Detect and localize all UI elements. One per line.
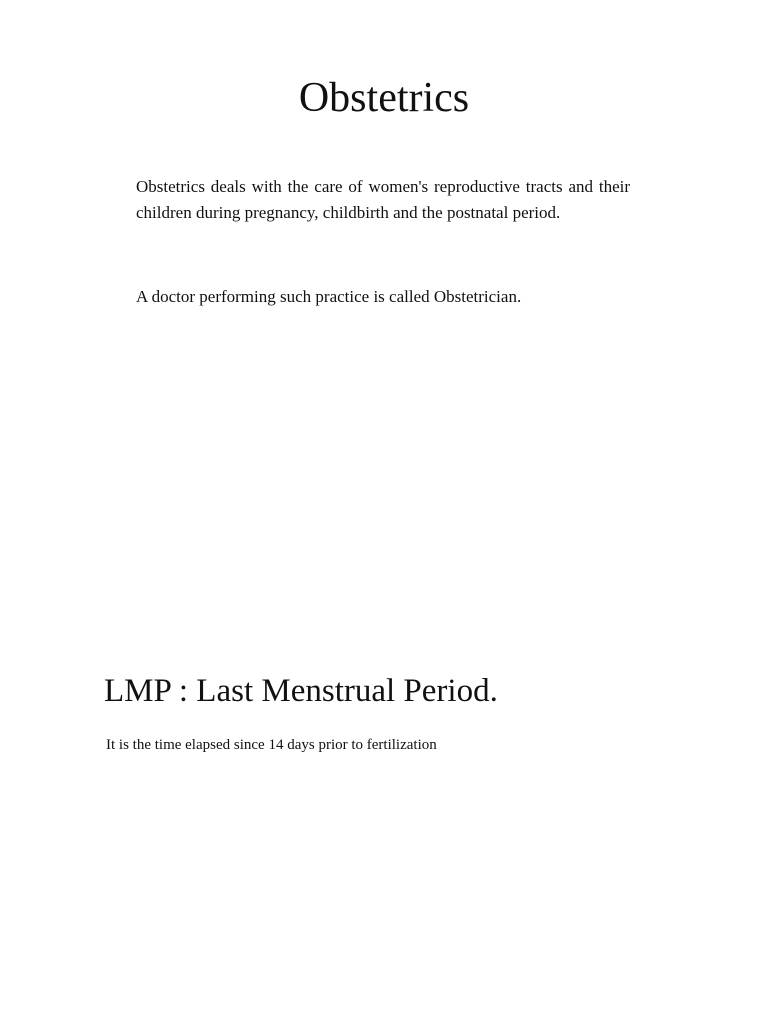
slide-lmp (0, 520, 768, 1024)
lmp-heading: LMP : Last Menstrual Period. (104, 673, 498, 709)
definition-paragraph: Obstetrics deals with the care of women's reproductive tracts and their children during pregnancy, childbirth and the postnatal period. (136, 177, 630, 222)
obstetrician-paragraph: A doctor performing such practice is called Obstetrician. (136, 287, 522, 306)
lmp-paragraph: It is the time elapsed since 14 days prior to fertilization (106, 737, 437, 753)
page-title: Obstetrics (298, 75, 470, 121)
